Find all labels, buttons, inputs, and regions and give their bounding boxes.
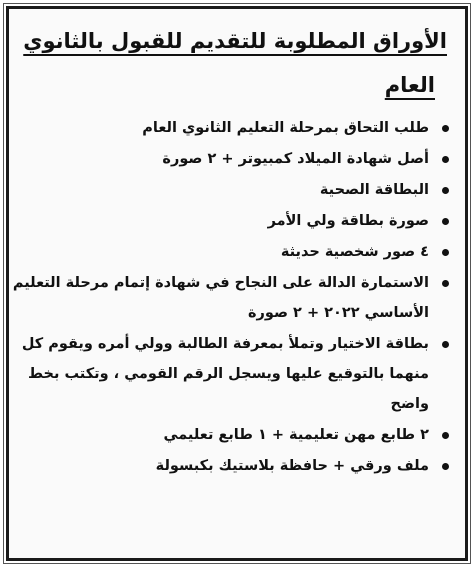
bullet-icon xyxy=(442,218,449,225)
bullet-icon xyxy=(442,249,449,256)
list-item-text: الاستمارة الدالة على النجاح في شهادة إتمام مرحلة التعليم xyxy=(12,275,429,291)
list-item-text: واضح xyxy=(390,396,429,412)
bullet-icon xyxy=(442,125,449,132)
list-item xyxy=(23,144,451,174)
list-item-text: طلب التحاق بمرحلة التعليم الثانوي العام xyxy=(142,120,429,136)
bullet-icon xyxy=(442,341,449,348)
list-item-text: البطاقة الصحية xyxy=(319,182,429,198)
list-item-text: الأساسي ٢٠٢٢ + ٢ صورة xyxy=(247,305,429,321)
list-item-text: ٤ صور شخصية حديثة xyxy=(280,244,429,260)
bullet-icon xyxy=(442,156,449,163)
bullet-icon xyxy=(442,187,449,194)
bullet-icon xyxy=(442,432,449,439)
list-item xyxy=(12,268,451,328)
list-item xyxy=(23,113,451,143)
document-title-line-1: الأوراق المطلوبة للتقديم للقبول بالثانوي xyxy=(23,29,447,53)
list-item-text: بطاقة الاختيار وتملأ بمعرفة الطالبة وولي أمره ويقوم كل xyxy=(21,336,429,352)
document-title-line-2: العام xyxy=(384,73,435,97)
requirements-list xyxy=(12,113,451,481)
list-item xyxy=(23,329,451,419)
document-content xyxy=(12,19,451,548)
list-item xyxy=(23,237,451,267)
list-item xyxy=(23,420,451,450)
list-item-text: ملف ورقي + حافظة بلاستيك بكبسولة xyxy=(155,458,429,474)
list-item-text: صورة بطاقة ولي الأمر xyxy=(267,213,429,229)
list-item xyxy=(23,451,451,481)
bullet-icon xyxy=(442,463,449,470)
list-item-text: ٢ طابع مهن تعليمية + ١ طابع تعليمي xyxy=(163,427,429,443)
list-item-text: منهما بالتوقيع عليها ويسجل الرقم القومي ، وتكتب بخط xyxy=(27,366,429,382)
document-frame xyxy=(6,6,468,561)
list-item xyxy=(23,175,451,205)
list-item-text: أصل شهادة الميلاد كمبيوتر + ٢ صورة xyxy=(162,151,429,167)
list-item xyxy=(23,206,451,236)
document-title xyxy=(23,19,451,107)
bullet-icon xyxy=(442,280,449,287)
